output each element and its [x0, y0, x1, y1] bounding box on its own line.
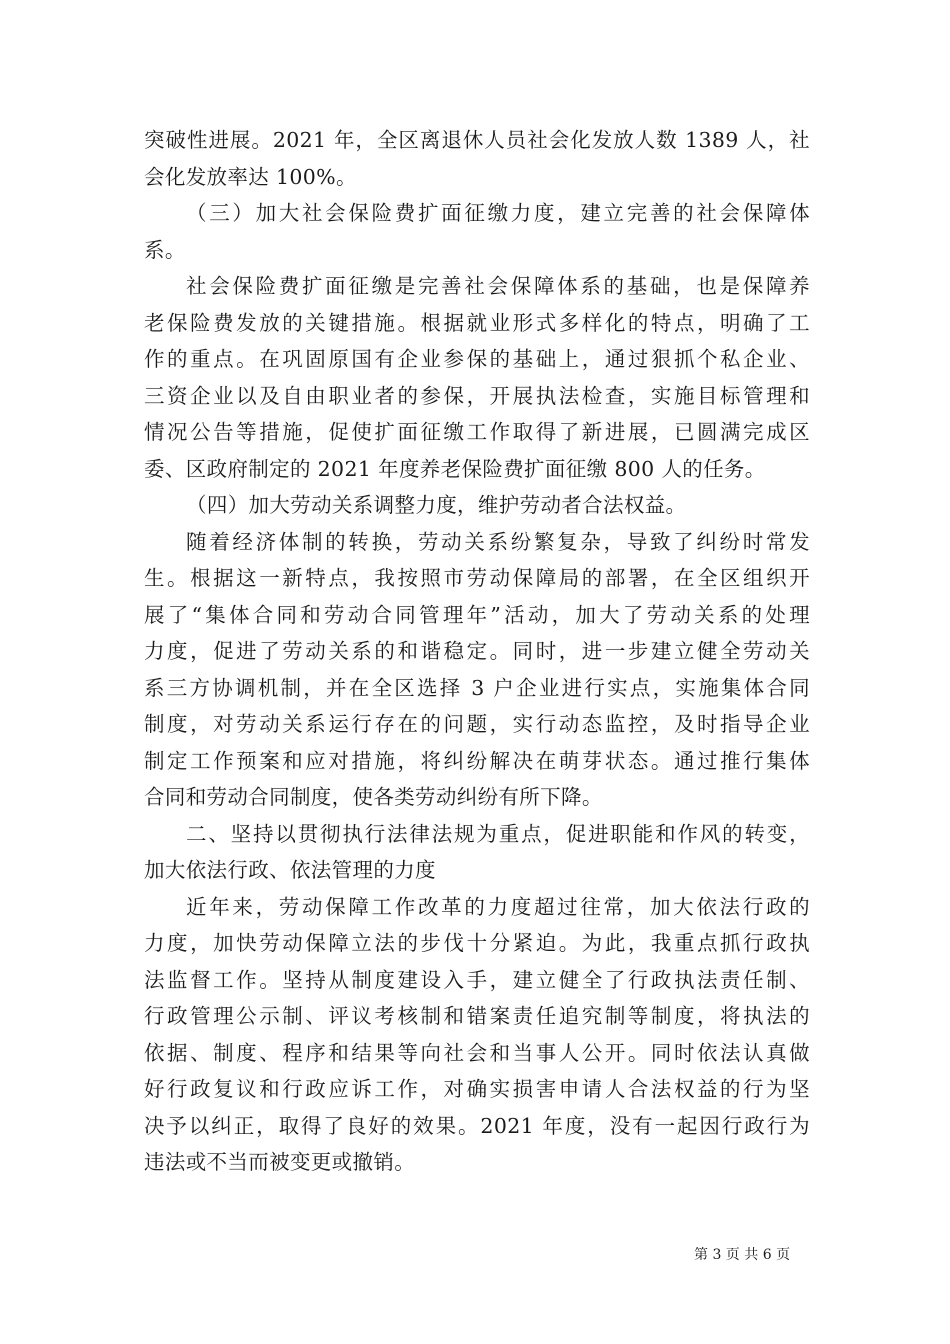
- section-heading: （四）加大劳动关系调整力度，维护劳动者合法权益。: [186, 493, 687, 517]
- text-line: 老保险费发放的关键措施。根据就业形式多样化的特点，明确了工: [144, 310, 810, 335]
- text-line: 行政管理公示制、评议考核制和错案责任追究制等制度，将执法的: [144, 1004, 810, 1028]
- section-heading: 二、坚持以贯彻执行法律法规为重点，促进职能和作风的转变，: [186, 821, 810, 846]
- text-line: 突破性进展。2021 年，全区离退休人员社会化发放人数 1389 人，社: [144, 128, 810, 152]
- document-body: [144, 122, 810, 1181]
- text-line: 违法或不当而被变更或撤销。: [144, 1150, 416, 1174]
- text-line: 系三方协调机制，并在全区选择 3 户企业进行实点，实施集体合同: [144, 675, 810, 700]
- text-line: 随着经济体制的转换，劳动关系纷繁复杂，导致了纠纷时常发: [186, 529, 810, 554]
- text-line: 制定工作预案和应对措施，将纠纷解决在萌芽状态。通过推行集体: [144, 748, 810, 773]
- text-line: 决予以纠正，取得了良好的效果。2021 年度，没有一起因行政行为: [144, 1113, 810, 1138]
- text-line: 三资企业以及自由职业者的参保，开展执法检查，实施目标管理和: [144, 383, 810, 408]
- section-heading-continued: 加大依法行政、依法管理的力度: [144, 858, 436, 882]
- text-line: 好行政复议和行政应诉工作，对确实损害申请人合法权益的行为坚: [144, 1077, 810, 1101]
- text-line: 社会保险费扩面征缴是完善社会保障体系的基础，也是保障养: [186, 274, 810, 298]
- text-line: 制度，对劳动关系运行存在的问题，实行动态监控，及时指导企业: [144, 712, 810, 736]
- text-line: 生。根据这一新特点，我按照市劳动保障局的部署，在全区组织开: [144, 566, 810, 590]
- text-line: 会化发放率达 100%。: [144, 164, 357, 189]
- page-number: 第 3 页 共 6 页: [694, 1247, 791, 1263]
- text-line: 依据、制度、程序和结果等向社会和当事人公开。同时依法认真做: [144, 1040, 810, 1065]
- text-line: 展了“集体合同和劳动合同管理年”活动，加大了劳动关系的处理: [144, 602, 810, 627]
- section-heading-continued: 系。: [144, 237, 186, 262]
- text-line: 法监督工作。坚持从制度建设入手，建立健全了行政执法责任制、: [144, 967, 810, 992]
- text-line: 近年来，劳动保障工作改革的力度超过往常，加大依法行政的: [186, 894, 810, 919]
- text-line: 委、区政府制定的 2021 年度养老保险费扩面征缴 800 人的任务。: [144, 456, 766, 481]
- text-line: 情况公告等措施，促使扩面征缴工作取得了新进展，已圆满完成区: [144, 420, 810, 444]
- text-line: 作的重点。在巩固原国有企业参保的基础上，通过狠抓个私企业、: [144, 347, 810, 371]
- section-heading: （三）加大社会保险费扩面征缴力度，建立完善的社会保障体: [186, 201, 810, 225]
- text-line: 合同和劳动合同制度，使各类劳动纠纷有所下降。: [144, 785, 603, 809]
- text-line: 力度，加快劳动保障立法的步伐十分紧迫。为此，我重点抓行政执: [144, 931, 810, 955]
- text-line: 力度，促进了劳动关系的和谐稳定。同时，进一步建立健全劳动关: [144, 639, 810, 663]
